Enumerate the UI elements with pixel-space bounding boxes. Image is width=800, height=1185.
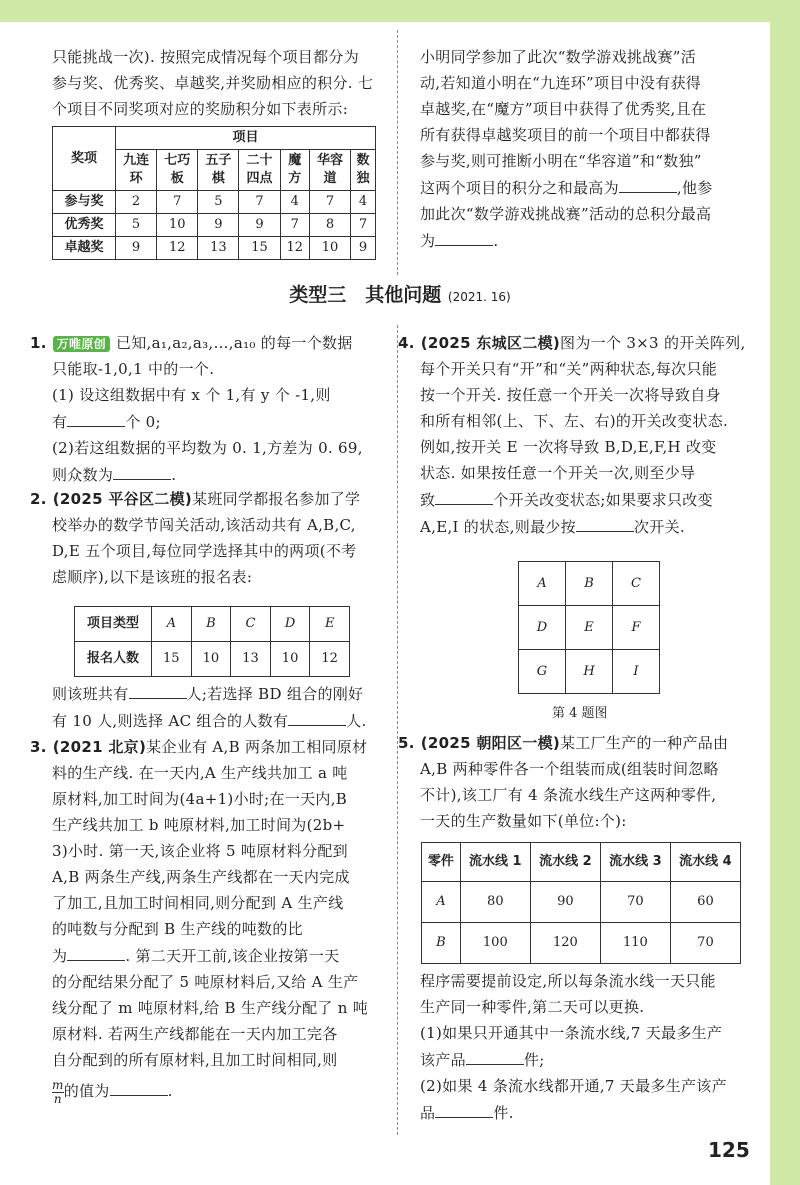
answer-blank[interactable] (435, 486, 493, 505)
table-row: 零件 流水线 1 流水线 2 流水线 3 流水线 4 (422, 843, 741, 882)
column-header: 魔 方 (280, 150, 309, 191)
text-line: 小明同学参加了此次“数学游戏挑战赛”活 (420, 48, 697, 66)
answer-blank[interactable] (435, 1099, 493, 1118)
answer-blank[interactable] (67, 942, 125, 961)
text-line: 这两个项目的积分之和最高为 ,他参 (420, 174, 765, 201)
table-corner: 奖项 (53, 127, 116, 191)
switch-c: C (613, 562, 660, 606)
question-2: 2. (2025 平谷区二模)某班同学都报名参加了学 校举办的数学节闯关活动,该活动共有 A,B,C, D,E 五个项目,每位同学选择其中的两项(不考 虑顺序),以下是该班的报名表: (30, 490, 361, 586)
answer-blank[interactable] (110, 1077, 168, 1096)
table-row: 卓越奖 9 12 13 15 12 10 9 (53, 237, 376, 260)
text-line: 为 . (420, 227, 765, 254)
page-top-band (0, 0, 800, 22)
question-4: 4. (2025 东城区二模)图为一个 3×3 的开关阵列, 每个开关只有“开”和“关”两种状态,每次只能 按一个开关. 按任意一个开关一次将导致自身 和所有相邻(上、下、左、右)的开关改变状态. 例如,按开关 E 一次将导致 B,D,E,F,H 改变 状态. 如果按任意一个开关一次,则至少导 致 个开关改变状态;如果要求只改变 A,E,I 的状态,则最少按 次开关. (398, 334, 746, 536)
column-header: 数 独 (351, 150, 376, 191)
answer-blank[interactable] (113, 461, 171, 480)
column-header: 五子 棋 (198, 150, 239, 191)
table-row: B 100 120 110 70 (422, 923, 741, 964)
column-header: 九连 环 (116, 150, 157, 191)
question-3: 3. (2021 北京)某企业有 A,B 两条加工相同原材 料的生产线. 在一天内,A 生产线共加工 a 吨 原材料,加工时间为(4a+1)小时;在一天内,B 生产线共加工 b 吨原材料,加工时间为(2b+ 3)小时. 第一天,该企业将 5 吨原材料分配到 A,B 两条生产线,两条生产线都在一天内完成 了加工,且加工时间相同,则分配到 A 生产线 的吨数与分配到 B 生产线的吨数的比 为 . 第二天开工前,该企业按第一天 的分配结果分配了 5 吨原材料后,又给 A 生产 线分配了 m 吨原材料,给 B 生产线分配了 n 吨 原材料. 若两生产线都能在一天内加工完各 自分配到的所有原材料,且加工时间相同,则 $\frac{m}{n}$ 的值为 . (30, 738, 369, 1106)
page-edge-band (770, 0, 800, 1185)
table-row: 报名人数 15 10 13 10 12 (75, 642, 350, 677)
fraction-m-over-n: $\frac{m}{n}$ (52, 1077, 64, 1106)
column-header: 二十 四点 (239, 150, 280, 191)
question-5: 5. (2025 朝阳区一模)某工厂生产的一种产品由 A,B 两种零件各一个组装而成(组装时间忽略 不计),该工厂有 4 条流水线生产这两种零件, 一天的生产数量如下(单位:个): (398, 734, 729, 830)
page-number: 125 (708, 1138, 750, 1162)
text-line: 只能挑战一次). 按照完成情况每个项目都分为 (52, 48, 359, 66)
answer-blank[interactable] (576, 513, 634, 532)
switch-g: G (519, 650, 566, 694)
answer-blank[interactable] (619, 174, 677, 193)
column-header: 七巧 板 (157, 150, 198, 191)
column-header: 华容 道 (309, 150, 350, 191)
signup-table (74, 606, 350, 677)
answer-blank[interactable] (129, 680, 187, 699)
column-divider-top (397, 30, 398, 275)
switch-f: F (613, 606, 660, 650)
answer-blank[interactable] (288, 707, 346, 726)
answer-blank[interactable] (435, 227, 493, 246)
table-row: A 80 90 70 60 (422, 882, 741, 923)
top-left-text (52, 44, 387, 122)
text-line: 参与奖,则可推断小明在“华容道”和“数独” (420, 152, 702, 170)
text-line: 所有获得卓越奖项目的前一个项目中都获得 (420, 126, 711, 144)
question-2-tail: 则该班共有 人;若选择 BD 组合的刚好 有 10 人,则选择 AC 组合的人数有 人. (52, 680, 387, 734)
text-line: 动,若知道小明在“九连环”项目中没有获得 (420, 74, 702, 92)
figure-caption: 第 4 题图 (552, 706, 608, 721)
switch-e: E (566, 606, 613, 650)
switch-i: I (613, 650, 660, 694)
table-group-header: 项目 (116, 127, 376, 150)
question-5-tail: 程序需要提前设定,所以每条流水线一天只能 生产同一种零件,第二天可以更换. (1)如果只开通其中一条流水线,7 天最多生产 该产品 件; (2)如果 4 条流水线都开通,7 天最多生产该产 品 件. (420, 972, 727, 1122)
score-table (52, 126, 376, 260)
switch-b: B (566, 562, 613, 606)
production-table (421, 842, 741, 964)
text-line: 卓越奖,在“魔方”项目中获得了优秀奖,且在 (420, 100, 707, 118)
text-line: 加此次“数学游戏挑战赛”活动的总积分最高 (420, 205, 712, 223)
text-line: 参与奖、优秀奖、卓越奖,并奖励相应的积分. 七 (52, 74, 374, 92)
top-right-text (420, 44, 765, 254)
question-1: 1. 万唯原创 已知,a₁,a₂,a₃,…,a₁₀ 的每一个数据 只能取-1,0,1 中的一个. (1) 设这组数据中有 x 个 1,有 y 个 -1,则 有 个 0; (2)若这组数据的平均数为 0. 1,方差为 0. 69, 则众数为 . (30, 334, 363, 484)
table-row: 优秀奖 5 10 9 9 7 8 7 (53, 214, 376, 237)
original-badge: 万唯原创 (53, 336, 110, 352)
switch-h: H (566, 650, 613, 694)
text-line: 个项目不同奖项对应的奖励积分如下表所示: (52, 100, 349, 118)
section-title: 类型三 其他问题 (2021. 16) (289, 284, 511, 306)
answer-blank[interactable] (466, 1046, 524, 1065)
switch-grid (518, 561, 660, 694)
switch-a: A (519, 562, 566, 606)
switch-d: D (519, 606, 566, 650)
table-row: 参与奖 2 7 5 7 4 7 4 (53, 191, 376, 214)
answer-blank[interactable] (67, 408, 125, 427)
table-row: 项目类型 A B C D E (75, 607, 350, 642)
